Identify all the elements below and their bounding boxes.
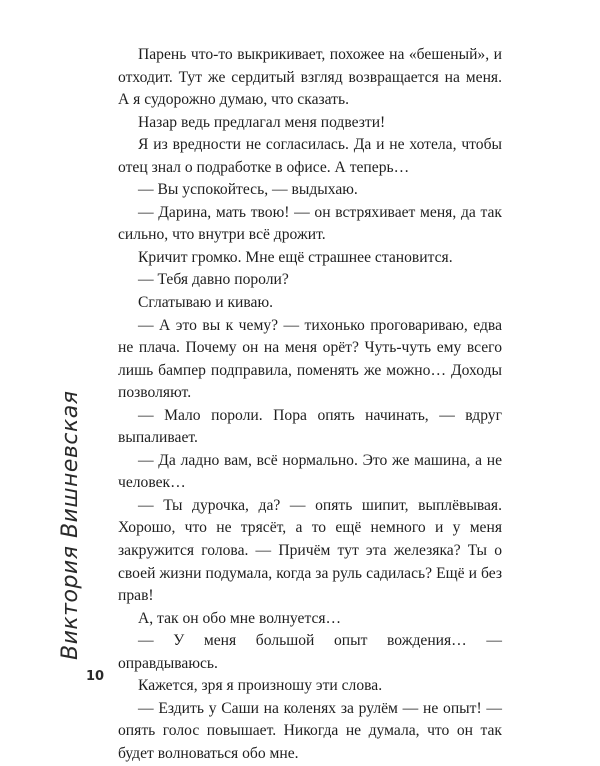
paragraph: А, так он обо мне волнуется… [138, 609, 342, 627]
paragraph: — Мало пороли. Пора опять начинать, — вдруг выпаливает. [118, 406, 502, 447]
paragraph: Назар ведь предлагал меня подвезти! [138, 113, 386, 131]
paragraph: Кричит громко. Мне ещё страшнее становится. [138, 248, 453, 266]
author-signature: Виктория Вишневская [58, 390, 83, 660]
body-text [118, 44, 502, 766]
paragraph: Парень что-то выкрикивает, похожее на «бешеный», и отходит. Тут же сердитый взгляд возвращается на меня. А я судорожно думаю, что сказать. [118, 46, 502, 109]
paragraph: — Да ладно вам, всё нормально. Это же машина, а не человек… [118, 451, 502, 492]
page-number: 10 [86, 669, 105, 684]
paragraph: Я из вредности не согласилась. Да и не хотела, чтобы отец знал о подработке в офисе. А теперь… [118, 136, 502, 176]
paragraph: — Дарина, мать твою! — он встряхивает меня, да так сильно, что внутри всё дрожит. [118, 203, 502, 244]
paragraph: — А это вы к чему? — тихонько проговариваю, едва не плача. Почему он на меня орёт? Чуть-чуть ему всего лишь бампер подправила, поменять же можно… Доходы позволяют. [118, 316, 502, 402]
paragraph: — Ездить у Саши на коленях за рулём — не опыт! — опять голос повышает. Никогда не думала, что он так будет волноваться обо мне. [118, 699, 502, 762]
paragraph: Сглатываю и киваю. [138, 294, 274, 312]
paragraph: Кажется, зря я произношу эти слова. [138, 677, 383, 695]
paragraph: — Тебя давно пороли? [138, 271, 289, 289]
paragraph: — Ты дурочка, да? — опять шипит, выплёвывая. Хорошо, что не трясёт, а то ещё немного и у меня закружится голова. — Причём тут эта железяка? Ты о своей жизни подумала, когда за руль садилась? Ещё и без прав! [118, 496, 502, 605]
paragraph: — Вы успокойтесь, — выдыхаю. [138, 181, 358, 199]
paragraph: — У меня большой опыт вождения… — оправдываюсь. [118, 632, 502, 672]
